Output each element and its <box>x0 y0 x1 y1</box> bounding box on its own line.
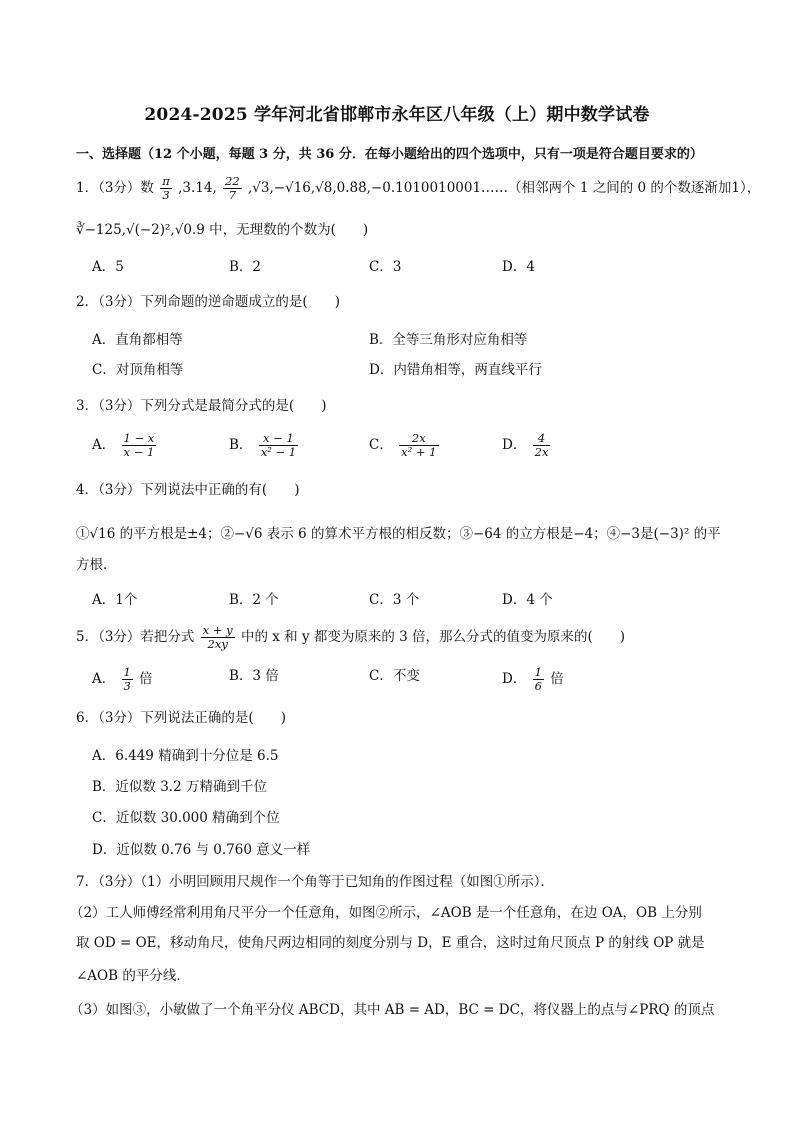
q1-f-num: 22 <box>225 174 240 188</box>
question-7-line-5: （3）如图③，小敏做了一个角平分仪 ABCD，其中 AB = AD，BC = DC，将仪器上的点与∠PRQ 的顶点 <box>70 1002 715 1018</box>
q6-option-b[interactable]: B．近似数 3.2 万精确到千位 <box>92 779 267 795</box>
section-heading: 一、选择题（12 个小题，每题 3 分，共 36 分．在每小题给出的四个选项中，只有一项是符合题目要求的） <box>76 147 703 162</box>
question-7-line-4: ∠AOB 的平分线． <box>76 968 190 984</box>
q3-b-label: B． <box>229 437 253 453</box>
question-7-line-3: 取 OD = OE，移动角尺，使角尺两边相同的刻度分别与 D，E 重合，这时过角尺顶点 P 的射线 OP 就是 <box>76 935 705 951</box>
q2-option-b[interactable]: B．全等三角形对应角相等 <box>369 332 528 348</box>
q5-a-den: 3 <box>123 679 131 693</box>
q3-option-c[interactable] <box>369 432 441 459</box>
q2-option-c[interactable]: C．对顶角相等 <box>92 362 184 378</box>
q5-suffix: 中的 x 和 y 都变为原来的 3 倍，那么分式的值变为原来的( ) <box>240 629 626 645</box>
q1-option-b[interactable]: B．2 <box>229 259 262 275</box>
q1-pi-fraction <box>160 175 172 202</box>
q6-option-d[interactable]: D．近似数 0.76 与 0.760 意义一样 <box>92 842 311 858</box>
q3-a-fraction <box>122 432 157 459</box>
q4-option-c[interactable]: C．3 个 <box>369 592 420 608</box>
q3-c-fraction <box>399 432 438 459</box>
q5-a-fraction <box>122 666 133 693</box>
q3-a-num: 1 − x <box>123 431 155 445</box>
q1-mid: ,3.14, <box>178 180 217 196</box>
q5-option-d[interactable] <box>502 666 564 693</box>
q2-option-a[interactable]: A．直角都相等 <box>92 332 183 348</box>
q3-c-num: 2x <box>399 432 438 446</box>
q3-a-den: x − 1 <box>123 445 155 459</box>
question-1-line-1 <box>76 175 760 202</box>
q1-pi: π <box>162 174 170 188</box>
q1-option-d[interactable]: D．4 <box>502 259 535 275</box>
q5-a-num: 1 <box>123 665 131 679</box>
q3-c-den: x² + 1 <box>401 445 437 459</box>
q1-option-c[interactable]: C．3 <box>369 259 402 275</box>
question-5-stem <box>76 624 625 651</box>
q3-b-fraction <box>259 432 298 459</box>
q3-d-den: 2x <box>534 445 549 459</box>
q1-option-a[interactable]: A．5 <box>92 259 124 275</box>
q2-option-d[interactable]: D．内错角相等，两直线平行 <box>369 362 542 378</box>
q3-c-label: C． <box>369 437 393 453</box>
q3-a-label: A． <box>92 437 116 453</box>
q4-option-a[interactable]: A．1个 <box>92 592 138 608</box>
question-6-stem: 6．（3分）下列说法正确的是( ) <box>76 710 286 726</box>
question-2-stem: 2．（3分）下列命题的逆命题成立的是( ) <box>76 294 340 310</box>
q3-d-num: 4 <box>533 432 551 446</box>
q3-option-d[interactable] <box>502 432 552 459</box>
q5-prefix: 5．（3分）若把分式 <box>76 629 195 645</box>
q1-prefix: 1．（3分）数 <box>76 180 154 196</box>
q5-option-b[interactable]: B．3 倍 <box>229 668 279 684</box>
q6-option-c[interactable]: C．近似数 30.000 精确到个位 <box>92 810 280 826</box>
q5-d-num: 1 <box>534 665 542 679</box>
q3-b-den: x² − 1 <box>260 445 297 459</box>
q3-d-label: D． <box>502 437 527 453</box>
q5-f-num: x + y <box>202 623 233 637</box>
question-7-line-2: （2）工人师傅经常利用角尺平分一个任意角，如图②所示，∠AOB 是一个任意角，在边 OA，OB 上分别 <box>70 905 702 921</box>
question-4-line-1: ①√16 的平方根是±4；②−√6 表示 6 的算术平方根的相反数；③−64 的立方根是−4；④−3是(−3)² 的平 <box>76 526 721 542</box>
q5-a-label: A． <box>92 671 116 687</box>
q4-option-b[interactable]: B．2 个 <box>229 592 279 608</box>
question-1-line-2: ∛−125,√(−2)²,√0.9 中，无理数的个数为( ) <box>76 222 369 238</box>
q5-f-den: 2xy <box>207 637 228 651</box>
q1-f-den: 7 <box>228 188 237 202</box>
q1-fraction <box>223 175 242 202</box>
q3-option-b[interactable] <box>229 432 300 459</box>
q6-option-a[interactable]: A．6.449 精确到十分位是 6.5 <box>92 748 279 764</box>
question-4-line-2: 方根． <box>76 557 117 573</box>
question-4-stem: 4．（3分）下列说法中正确的有( ) <box>76 482 300 498</box>
q5-d-label: D． <box>502 671 527 687</box>
question-3-stem: 3．（3分）下列分式是最简分式的是( ) <box>76 398 327 414</box>
q1-rest: ,√3,−√16,√8,0.8̇8̇,−0.1010010001……（相邻两个 1 之间的 0 的个数逐渐加1）， <box>247 180 761 196</box>
q5-fraction <box>201 624 235 651</box>
page-title: 2024-2025 学年河北省邯郸市永年区八年级（上）期中数学试卷 <box>144 105 650 125</box>
q3-d-fraction <box>533 432 551 459</box>
q5-option-c[interactable]: C．不变 <box>369 668 420 684</box>
q3-option-a[interactable] <box>92 432 158 459</box>
q5-d-den: 6 <box>534 679 542 693</box>
question-7-line-1: 7．（3分）（1）小明回顾用尺规作一个角等于已知角的作图过程（如图①所示）． <box>76 874 555 890</box>
q5-d-fraction <box>533 666 544 693</box>
q5-option-a[interactable] <box>92 666 153 693</box>
q4-option-d[interactable]: D．4 个 <box>502 592 553 608</box>
q5-a-tail: 倍 <box>139 671 153 687</box>
q1-three: 3 <box>162 188 170 202</box>
q3-b-num: x − 1 <box>259 432 298 446</box>
q5-d-tail: 倍 <box>550 671 564 687</box>
